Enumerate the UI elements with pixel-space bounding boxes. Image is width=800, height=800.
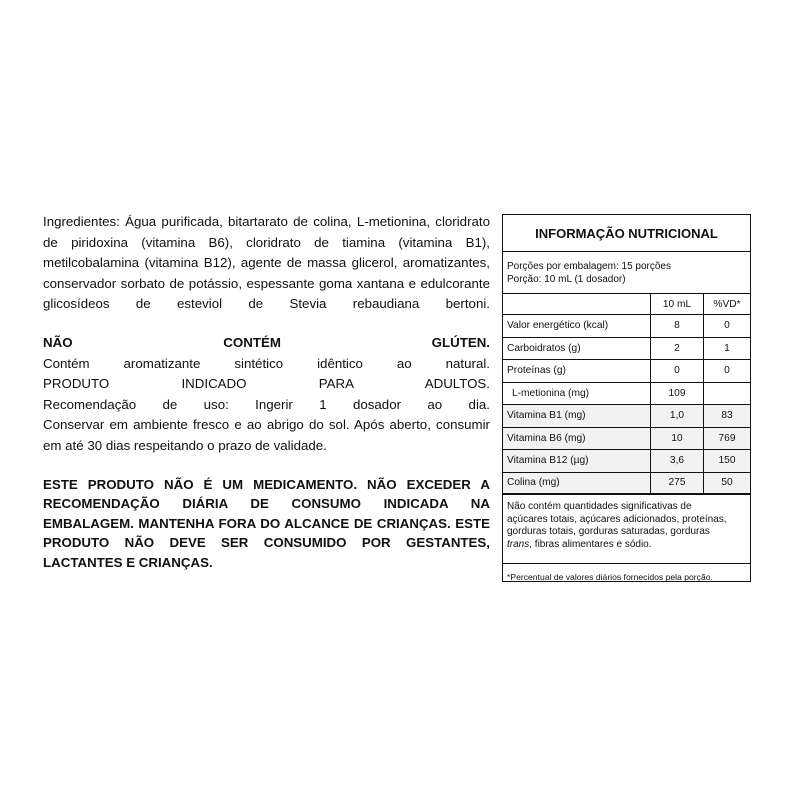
- nutrient-label: Valor energético (kcal): [507, 320, 609, 332]
- servings-per-package: Porções por embalagem: 15 porções: [507, 261, 671, 272]
- nutrient-label: Vitamina B6 (mg): [503, 428, 650, 450]
- ingredients-line: metilcobalamina (vitamina B12), agente de massa glicerol, aromatizantes,: [43, 255, 490, 271]
- nutrient-amount: 0: [650, 360, 703, 382]
- note-end: , fibras alimentares e sódio.: [529, 539, 652, 551]
- note-trans: trans: [507, 539, 530, 551]
- nutrient-amount: 2: [650, 338, 703, 360]
- header-label: [503, 294, 650, 314]
- nutrient-label: Colina (mg): [503, 473, 650, 494]
- table-row: [503, 450, 750, 473]
- warning-line: LACTANTES E CRIANÇAS.: [43, 554, 213, 570]
- label-text-block: [43, 212, 490, 573]
- serving-size: Porção: 10 mL (1 dosador): [507, 273, 626, 285]
- nutrient-amount: 275: [650, 473, 703, 494]
- info-line: Recomendação de uso: Ingerir 1 dosador ao dia.: [43, 396, 490, 412]
- table-row: [503, 473, 750, 496]
- table-row: [503, 360, 750, 383]
- warning-line: ESTE PRODUTO NÃO É UM MEDICAMENTO. NÃO EXCEDER A: [43, 476, 490, 492]
- table-row: [503, 315, 750, 338]
- warning-line: EMBALAGEM. MANTENHA FORA DO ALCANCE DE CRIANÇAS. ESTE: [43, 515, 490, 531]
- nutrition-note: [503, 495, 750, 564]
- nutrient-dv: [703, 383, 750, 405]
- ingredients-line: Ingredientes: Água purificada, bitartarato de colina, L-metionina, cloridrato: [43, 214, 490, 229]
- nutrient-amount: 1,0: [650, 405, 703, 427]
- ingredients-paragraph: [43, 212, 490, 315]
- note-line: gorduras totais, gorduras saturadas, gorduras: [507, 526, 710, 538]
- warning-paragraph: [43, 475, 490, 573]
- info-line: em até 30 dias respeitando o prazo de validade.: [43, 437, 327, 453]
- nutrient-amount: 3,6: [650, 450, 703, 472]
- warning-line: PRODUTO NÃO DEVE SER CONSUMIDO POR GESTANTES,: [43, 535, 490, 551]
- nutrient-label: Carboidratos (g): [507, 342, 581, 354]
- ingredients-line: conservador sorbato de potássio, espessante goma xantana e edulcorante: [43, 275, 490, 291]
- ingredients-line: de piridoxina (vitamina B6), cloridrato de tiamina (vitamina B1),: [43, 234, 490, 250]
- nutrition-title: INFORMAÇÃO NUTRICIONAL: [503, 215, 750, 252]
- nutrient-label: Vitamina B1 (mg): [503, 405, 650, 427]
- note-line: açúcares totais, açúcares adicionados, proteínas,: [507, 513, 727, 525]
- nutrient-dv: 769: [703, 428, 750, 450]
- nutrient-amount: 8: [650, 315, 703, 337]
- table-row: [503, 405, 750, 428]
- gluten-statement: NÃO CONTÉM GLÚTEN.: [43, 334, 490, 350]
- nutrient-dv: 83: [703, 405, 750, 427]
- nutrient-dv: 0: [703, 315, 750, 337]
- info-line: Contém aromatizante sintético idêntico ao natural.: [43, 355, 490, 371]
- serving-info: [503, 252, 750, 294]
- nutrient-dv: 1: [703, 338, 750, 360]
- info-line: Conservar em ambiente fresco e ao abrigo do sol. Após aberto, consumir: [43, 417, 490, 433]
- nutrient-label: L-metionina (mg): [512, 387, 589, 399]
- nutrient-dv: 0: [703, 360, 750, 382]
- nutrition-facts-table: [502, 214, 751, 582]
- warning-line: RECOMENDAÇÃO DIÁRIA DE CONSUMO INDICADA NA: [43, 496, 490, 512]
- nutrient-dv: 150: [703, 450, 750, 472]
- nutrient-label: Proteínas (g): [507, 365, 566, 377]
- nutrient-amount: 10: [650, 428, 703, 450]
- info-paragraph: [43, 333, 490, 457]
- nutrient-amount: 109: [650, 383, 703, 405]
- table-row: [503, 383, 750, 406]
- table-header-row: [503, 294, 750, 315]
- nutrient-label: Vitamina B12 (µg): [503, 450, 650, 472]
- note-line-last: [507, 539, 746, 552]
- header-amount: 10 mL: [650, 294, 703, 314]
- ingredients-line: glicosídeos de esteviol de Stevia rebaudiana bertoni.: [43, 296, 490, 312]
- footnote: *Percentual de valores diários fornecidos pela porção.: [507, 572, 713, 582]
- table-row: [503, 428, 750, 451]
- nutrient-dv: 50: [703, 473, 750, 494]
- note-line: Não contém quantidades significativas de: [507, 501, 692, 512]
- header-dv: %VD*: [703, 294, 750, 314]
- table-row: [503, 338, 750, 361]
- info-line: PRODUTO INDICADO PARA ADULTOS.: [43, 376, 490, 392]
